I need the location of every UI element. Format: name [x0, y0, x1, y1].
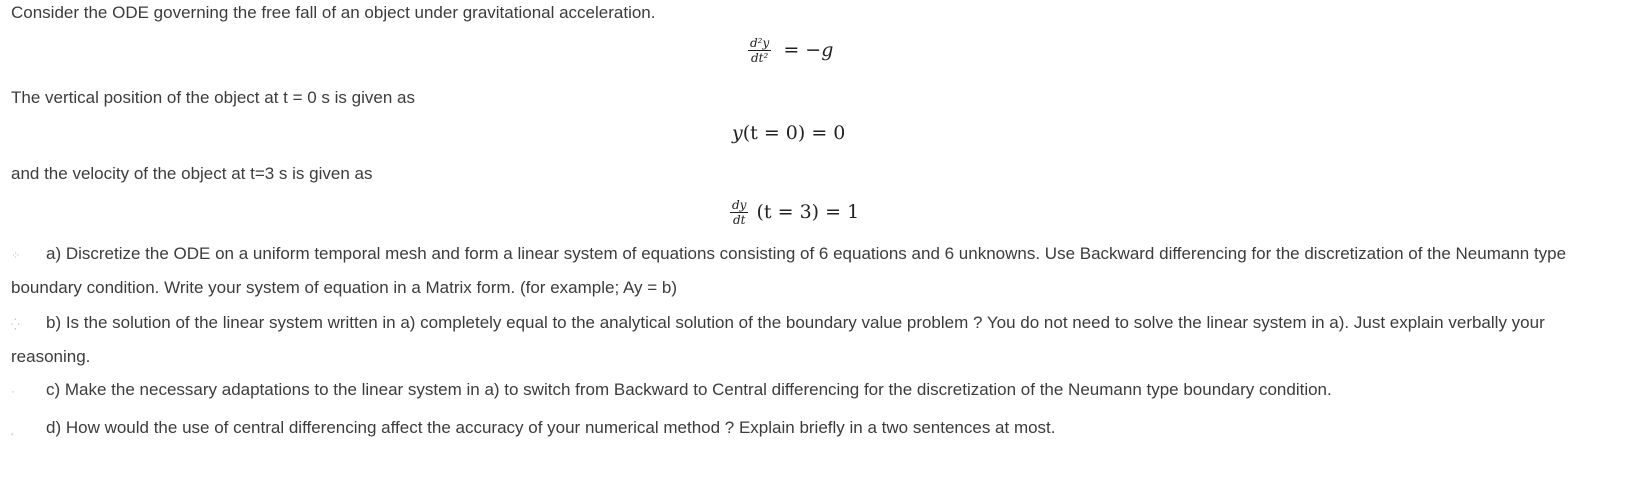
ode-numerator: d²y — [750, 36, 770, 50]
question-d — [11, 412, 1611, 446]
question-d-text: d) How would the use of central differencing affect the accuracy of your numerical method ? Explain briefly in a two sentences at most. — [46, 418, 1056, 437]
ode-rhs: = −g — [783, 38, 834, 61]
position-condition-text: The vertical position of the object at t = 0 s is given as — [11, 88, 415, 107]
question-a — [11, 238, 1611, 303]
position-equation — [732, 122, 845, 144]
question-d-marker: ˛ — [11, 424, 15, 436]
ode-denominator: dt² — [750, 51, 769, 65]
question-b-marker: ⁛ — [11, 319, 20, 331]
position-lhs: y — [732, 122, 743, 144]
velocity-equation — [730, 198, 859, 227]
position-args: (t = 0) = 0 — [742, 122, 846, 144]
question-b-text: b) Is the solution of the linear system written in a) completely equal to the analytical solution of the boundary value problem ? You do not need to solve the linear system in a). Just explain verbally your reasoning. — [11, 313, 1545, 366]
ode-derivative-fraction — [748, 36, 771, 65]
question-a-text: a) Discretize the ODE on a uniform temporal mesh and form a linear system of equations consisting of 6 equations and 6 unknowns. Use Backward differencing for the discretization of the Neumann type boundary condition. Write your system of equation in a Matrix form. (for example; Ay = b) — [11, 244, 1567, 297]
question-c-text: c) Make the necessary adaptations to the linear system in a) to switch from Backward to Central differencing for the discretization of the Neumann type boundary condition. — [46, 380, 1332, 399]
intro-text: Consider the ODE governing the free fall of an object under gravitational acceleration. — [11, 3, 656, 22]
question-c-marker: · — [11, 386, 15, 398]
velocity-condition-text: and the velocity of the object at t=3 s is given as — [11, 164, 373, 183]
velocity-rhs: (t = 3) = 1 — [756, 200, 860, 223]
velocity-denominator: dt — [732, 213, 746, 227]
velocity-numerator: dy — [732, 198, 747, 212]
question-b — [11, 307, 1611, 372]
ode-equation — [748, 36, 833, 65]
question-a-marker: ⁘ — [11, 250, 21, 262]
velocity-derivative-fraction — [730, 198, 748, 227]
question-c — [11, 374, 1611, 408]
